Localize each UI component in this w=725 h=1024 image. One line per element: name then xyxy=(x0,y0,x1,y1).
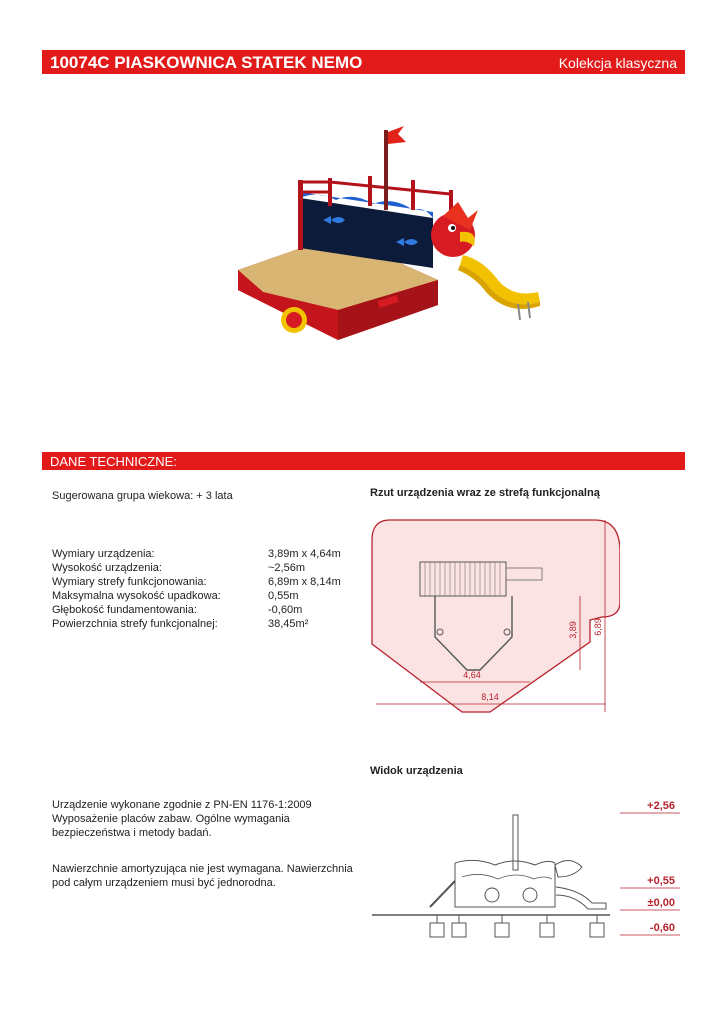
product-title: 10074C PIASKOWNICA STATEK NEMO xyxy=(50,53,363,72)
product-illustration xyxy=(228,120,558,360)
spec-table xyxy=(52,547,352,631)
spec-label: Wysokość urządzenia: xyxy=(52,562,162,574)
spec-row xyxy=(52,589,352,603)
spec-row xyxy=(52,561,352,575)
title-bar xyxy=(42,50,685,74)
level-ground: ±0,00 xyxy=(647,897,675,909)
level-foundation: -0,60 xyxy=(649,922,675,934)
section-title: DANE TECHNICZNE: xyxy=(50,454,177,469)
spec-row xyxy=(52,547,352,561)
dim-width-device: 4,64 xyxy=(463,670,481,680)
norm-line: bezpieczeństwa i metody badań. xyxy=(52,827,212,839)
norm-line: Urządzenie wykonane zgodnie z PN-EN 1176-1:2009 xyxy=(52,799,312,811)
spec-value: 6,89m x 8,14m xyxy=(268,576,341,588)
plan-drawing xyxy=(370,512,620,730)
dim-depth-device: 3,89 xyxy=(568,621,578,639)
norm-line: Wyposażenie placów zabaw. Ogólne wymagania xyxy=(52,813,290,825)
spec-label: Głębokość fundamentowania: xyxy=(52,604,197,616)
plan-heading: Rzut urządzenia wraz ze strefą funkcjonalną xyxy=(370,487,600,499)
spec-value: 3,89m x 4,64m xyxy=(268,548,341,560)
spec-label: Powierzchnia strefy funkcjonalnej: xyxy=(52,618,218,630)
spec-value: -0,60m xyxy=(268,604,303,616)
spec-row xyxy=(52,617,352,631)
spec-row xyxy=(52,575,352,589)
age-group: Sugerowana grupa wiekowa: + 3 lata xyxy=(52,490,233,502)
surface-line: Nawierzchnie amortyzująca nie jest wymagana. Nawierzchnia xyxy=(52,863,353,875)
spec-value: 0,55m xyxy=(268,590,299,602)
spec-row xyxy=(52,603,352,617)
surface-line: pod całym urządzeniem musi być jednorodna. xyxy=(52,877,276,889)
surface-text xyxy=(52,862,353,890)
side-view-heading: Widok urządzenia xyxy=(370,765,463,777)
collection-label: Kolekcja klasyczna xyxy=(558,55,677,71)
spec-value: 38,45m² xyxy=(268,618,309,630)
dim-depth-zone: 6,89 xyxy=(593,618,603,636)
spec-value: ~2,56m xyxy=(268,562,305,574)
side-view-drawing xyxy=(370,795,685,945)
dim-width-zone: 8,14 xyxy=(481,692,499,702)
spec-label: Wymiary urządzenia: xyxy=(52,548,155,560)
norm-text xyxy=(52,798,312,840)
spec-label: Maksymalna wysokość upadkowa: xyxy=(52,590,221,602)
section-bar xyxy=(42,452,685,470)
spec-label: Wymiary strefy funkcjonowania: xyxy=(52,576,207,588)
level-top: +2,56 xyxy=(647,800,675,812)
level-fall: +0,55 xyxy=(647,875,675,887)
